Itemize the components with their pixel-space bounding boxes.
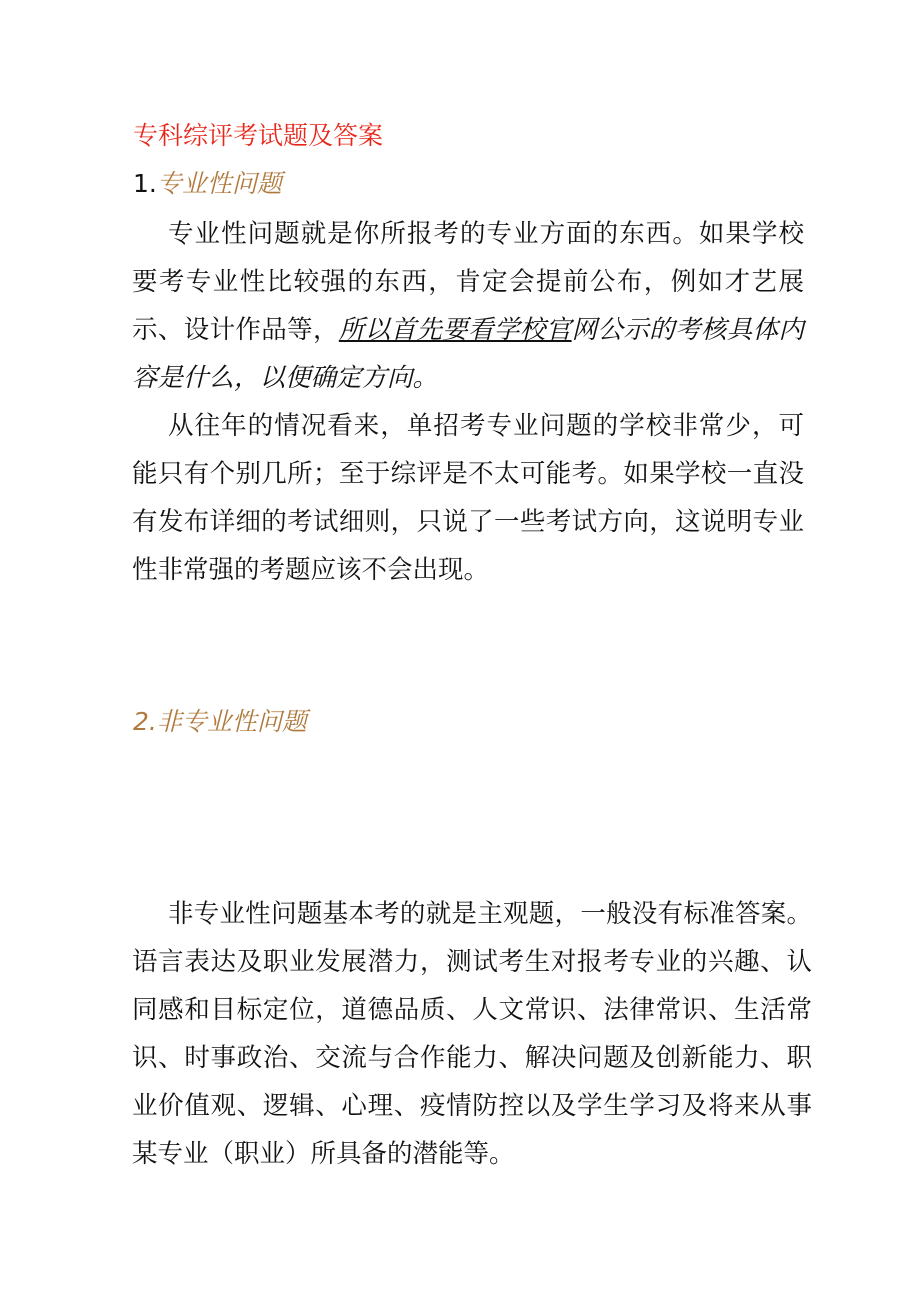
section-1-paragraph-2: 从往年的情况看来，单招考专业问题的学校非常少，可能只有个别几所；至于综评是不太可能考。如果学校一直没有发布详细的考试细则，只说了一些考试方向，这说明专业性非常强的考题应该不会出现。 [132, 411, 804, 585]
section-1-heading-text: 专业性问题 [156, 169, 282, 198]
section-1-paragraph-1-plain: 专业性问题就是你所报考的专业方面的东西。如果学校要考专业性比较强的东西，肯定会提前公布，例如才艺展示、设计作品等， [132, 219, 804, 345]
document-title: 专科综评考试题及答案 [133, 121, 384, 150]
section-1-paragraph-1-italic: 网公示的考核具体内容是什么，以便确定方向。 [132, 315, 804, 393]
section-1-number: 1. [133, 169, 157, 198]
section-1-paragraph-1 [132, 210, 804, 402]
section-2-paragraph-1: 非专业性问题基本考的就是主观题，一般没有标准答案。语言表达及职业发展潜力，测试考生对报考专业的兴趣、认同感和目标定位，道德品质、人文常识、法律常识、生活常识、时事政治、交流与合作能力、解决问题及创新能力、职业价值观、逻辑、心理、疫情防控以及学生学习及将来从事某专业（职业）所具备的潜能等。 [132, 899, 812, 1169]
section-2-heading: 2.非专业性问题 [133, 707, 307, 736]
section-1-paragraph-1-underlined: 所以首先要看学校官 [338, 315, 572, 345]
section-1-heading [133, 166, 282, 202]
